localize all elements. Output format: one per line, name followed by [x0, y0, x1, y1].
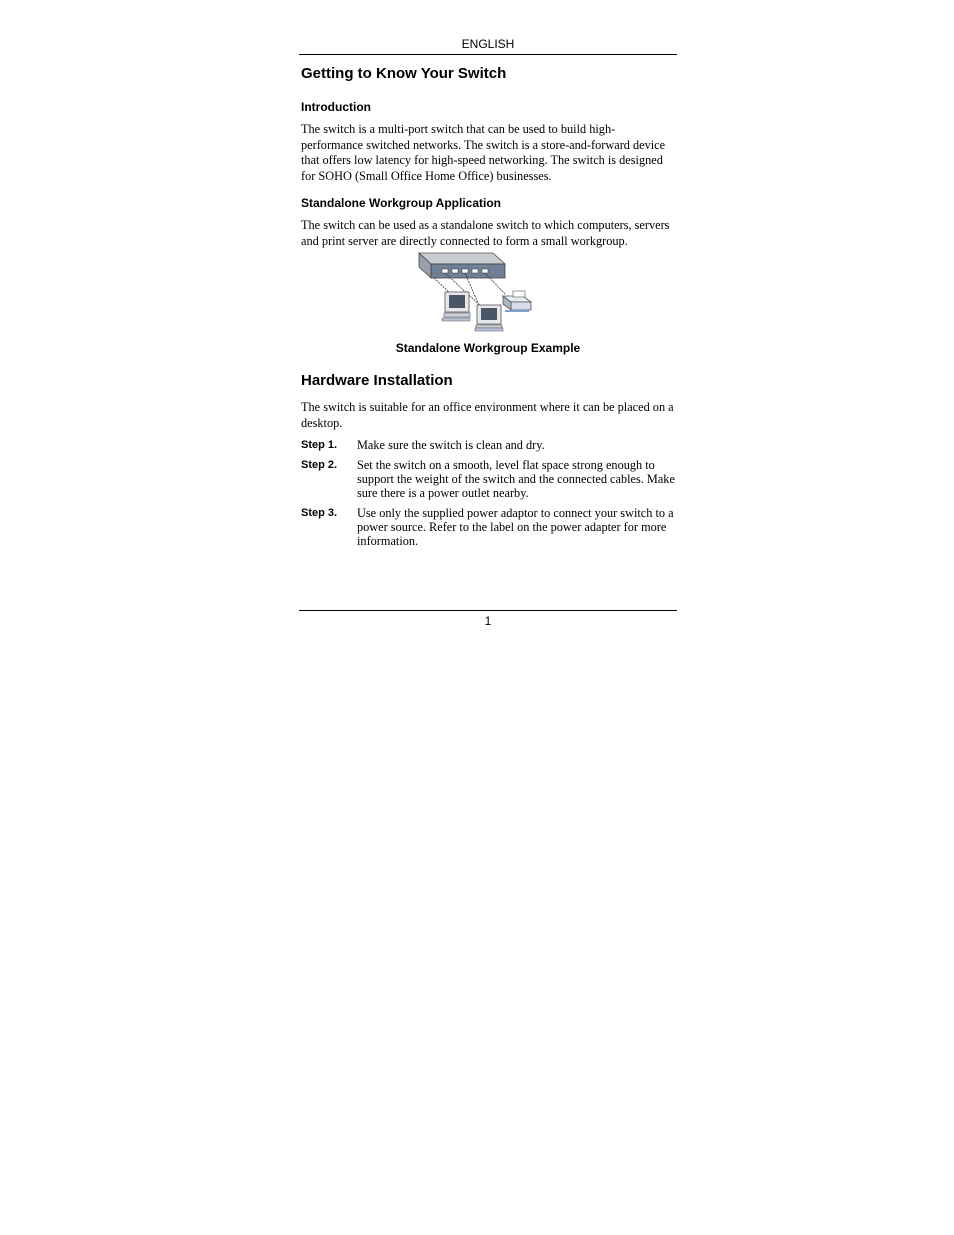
- step-label: Step 3.: [301, 507, 338, 519]
- computer-icon: [442, 292, 470, 321]
- switch-port: [462, 269, 468, 273]
- step-label: Step 2.: [301, 459, 338, 471]
- hardware-installation-paragraph: The switch is suitable for an office environment where it can be placed on a desktop.: [301, 400, 674, 430]
- computer-icon: [475, 305, 503, 331]
- switch-port: [442, 269, 448, 273]
- figure-caption: Standalone Workgroup Example: [395, 341, 581, 355]
- switch-port: [482, 269, 488, 273]
- section-title-hardware-installation: Hardware Installation: [301, 372, 453, 389]
- introduction-paragraph: The switch is a multi-port switch that can be used to build high-performance switched networks. The switch is a store-and-forward device that offers low latency for high-speed networking. The switch is designed for SOHO (Small Office Home Office) businesses.: [301, 122, 666, 183]
- introduction-heading: Introduction: [301, 100, 371, 114]
- step-label: Step 1.: [301, 439, 338, 451]
- footer-rule: [299, 610, 677, 611]
- step-text: Make sure the switch is clean and dry.: [357, 438, 545, 452]
- switch-top-face: [419, 253, 505, 264]
- standalone-workgroup-figure: [417, 250, 537, 332]
- standalone-heading: Standalone Workgroup Application: [301, 196, 502, 210]
- section-title-getting-to-know: Getting to Know Your Switch: [301, 65, 507, 82]
- network-diagram-illustration: [417, 250, 537, 332]
- step-text: Set the switch on a smooth, level flat space strong enough to support the weight of the switch and the connected cables. Make sure there is a power outlet nearby.: [357, 458, 675, 500]
- printer-icon: [503, 291, 531, 312]
- standalone-paragraph: The switch can be used as a standalone switch to which computers, servers and print server are directly connected to form a small workgroup.: [301, 218, 670, 248]
- page-number: 1: [484, 614, 492, 628]
- switch-port: [472, 269, 478, 273]
- step-text: Use only the supplied power adaptor to connect your switch to a power source. Refer to the label on the power adapter for more information.: [357, 506, 674, 548]
- page-header-language: ENGLISH: [461, 37, 515, 51]
- header-rule: [299, 54, 677, 55]
- switch-port: [452, 269, 458, 273]
